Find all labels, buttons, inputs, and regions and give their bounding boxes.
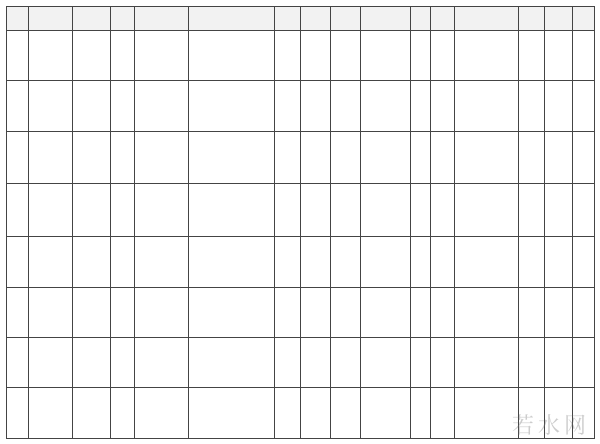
watermark: 若水网 [511,414,590,439]
column-header [411,7,431,31]
cell-edu [275,388,301,439]
cell-unit [29,81,73,132]
cell-post [73,338,111,388]
cell-category [111,388,135,439]
cell-computer [331,81,361,132]
cell-contact [455,288,519,338]
cell-lang [301,184,331,237]
cell-note [573,184,595,237]
cell-major [189,184,275,237]
cell-note [573,237,595,288]
cell-category [111,81,135,132]
cell-count [411,338,431,388]
cell-category [111,288,135,338]
cell-edu [275,184,301,237]
cell-major [189,288,275,338]
cell-ratio [545,31,573,81]
column-header [275,7,301,31]
cell-lang [301,31,331,81]
cell-note [573,31,595,81]
cell-desc [135,388,189,439]
cell-lang [301,388,331,439]
cell-lang [301,338,331,388]
table-row [7,184,595,237]
cell-lang [301,81,331,132]
cell-seq [7,288,29,338]
cell-desc [135,132,189,184]
cell-desc [135,81,189,132]
cell-ratio [545,237,573,288]
cell-code [431,132,455,184]
cell-other [361,31,411,81]
cell-method [519,288,545,338]
cell-computer [331,184,361,237]
cell-count [411,31,431,81]
cell-edu [275,237,301,288]
column-header [73,7,111,31]
table-row [7,388,595,439]
cell-post [73,288,111,338]
cell-seq [7,81,29,132]
column-header [573,7,595,31]
table-row [7,81,595,132]
cell-computer [331,338,361,388]
cell-category [111,237,135,288]
cell-note [573,288,595,338]
cell-post [73,132,111,184]
cell-ratio [545,184,573,237]
cell-other [361,81,411,132]
cell-note [573,132,595,184]
cell-method [519,81,545,132]
cell-unit [29,31,73,81]
column-header [545,7,573,31]
column-header [111,7,135,31]
cell-contact [455,388,519,439]
cell-count [411,288,431,338]
cell-seq [7,237,29,288]
cell-method [519,132,545,184]
cell-ratio [545,132,573,184]
column-header [7,7,29,31]
cell-code [431,81,455,132]
cell-category [111,31,135,81]
cell-contact [455,237,519,288]
column-header [431,7,455,31]
cell-contact [455,184,519,237]
cell-computer [331,31,361,81]
cell-code [431,184,455,237]
cell-code [431,31,455,81]
cell-code [431,338,455,388]
cell-edu [275,81,301,132]
column-header [301,7,331,31]
cell-count [411,184,431,237]
cell-computer [331,132,361,184]
cell-contact [455,132,519,184]
cell-lang [301,237,331,288]
column-header [455,7,519,31]
cell-desc [135,338,189,388]
column-header [519,7,545,31]
cell-contact [455,31,519,81]
cell-category [111,132,135,184]
cell-edu [275,288,301,338]
cell-method [519,31,545,81]
cell-code [431,388,455,439]
column-header [331,7,361,31]
column-header [189,7,275,31]
table-row [7,132,595,184]
cell-desc [135,237,189,288]
cell-seq [7,338,29,388]
cell-computer [331,237,361,288]
cell-seq [7,184,29,237]
cell-computer [331,388,361,439]
cell-major [189,81,275,132]
cell-ratio [545,338,573,388]
cell-code [431,288,455,338]
cell-method [519,184,545,237]
column-header [29,7,73,31]
table-row [7,288,595,338]
cell-major [189,237,275,288]
cell-desc [135,184,189,237]
column-header [135,7,189,31]
cell-other [361,237,411,288]
cell-seq [7,132,29,184]
cell-lang [301,288,331,338]
cell-count [411,237,431,288]
cell-other [361,338,411,388]
cell-unit [29,132,73,184]
cell-unit [29,288,73,338]
cell-other [361,388,411,439]
cell-note [573,81,595,132]
column-header [361,7,411,31]
cell-other [361,288,411,338]
cell-seq [7,388,29,439]
cell-unit [29,338,73,388]
cell-method [519,237,545,288]
cell-computer [331,288,361,338]
cell-post [73,81,111,132]
cell-count [411,132,431,184]
cell-other [361,132,411,184]
cell-edu [275,31,301,81]
table-row [7,237,595,288]
cell-other [361,184,411,237]
cell-lang [301,132,331,184]
cell-ratio [545,288,573,338]
cell-unit [29,388,73,439]
cell-post [73,388,111,439]
cell-unit [29,237,73,288]
cell-unit [29,184,73,237]
cell-ratio [545,81,573,132]
recruitment-table [6,6,595,439]
cell-category [111,184,135,237]
cell-desc [135,31,189,81]
cell-desc [135,288,189,338]
cell-post [73,31,111,81]
table-header-row [7,7,595,31]
cell-edu [275,132,301,184]
cell-category [111,338,135,388]
cell-post [73,237,111,288]
cell-count [411,388,431,439]
cell-major [189,31,275,81]
cell-method [519,338,545,388]
cell-post [73,184,111,237]
cell-major [189,132,275,184]
cell-contact [455,338,519,388]
cell-note [573,338,595,388]
cell-contact [455,81,519,132]
cell-code [431,237,455,288]
cell-major [189,388,275,439]
table-row [7,338,595,388]
cell-count [411,81,431,132]
table-row [7,31,595,81]
cell-major [189,338,275,388]
cell-seq [7,31,29,81]
cell-edu [275,338,301,388]
